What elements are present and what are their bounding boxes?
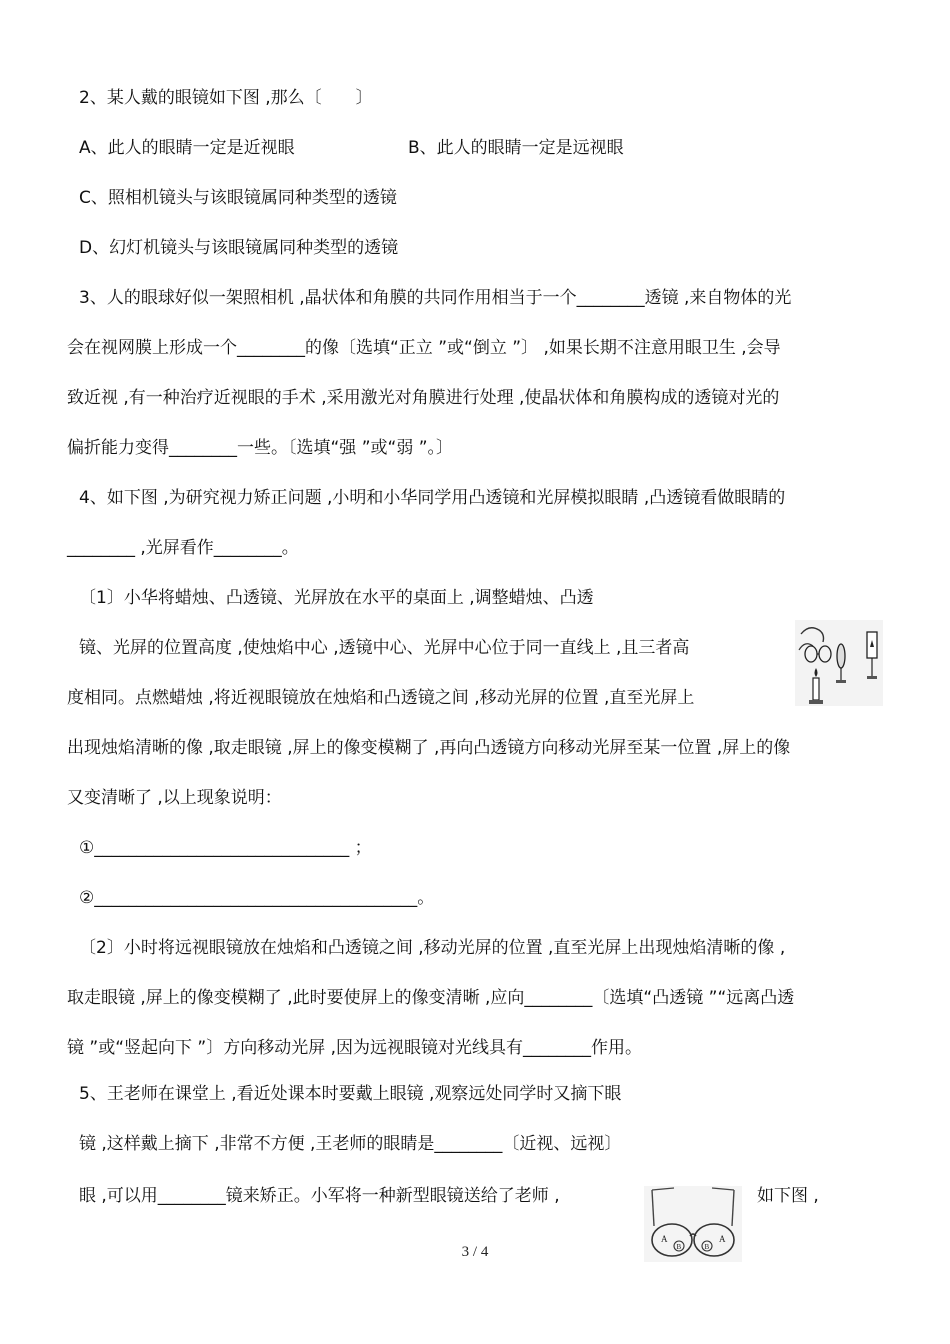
page-number: 3 / 4 <box>461 1244 489 1260</box>
q2-option-c: C、照相机镜头与该眼镜属同种类型的透镜 <box>79 188 397 208</box>
candle-lens-screen-illustration <box>795 620 883 706</box>
q4-part1-line4: 出现烛焰清晰的像 ,取走眼镜 ,屏上的像变模糊了 ,再向凸透镜方向移动光屏至某一位置 ,屏上的像 <box>67 738 791 758</box>
q3-line1: 3、人的眼球好似一架照相机 ,晶状体和角膜的共同作用相当于一个________透镜 ,来自物体的光 <box>79 288 792 308</box>
glasses-label-a-right: A <box>719 1234 726 1244</box>
q4-part2-line3: 镜 ”或“竖起向下 ”〕方向移动光屏 ,因为远视眼镜对光线具有________作用。 <box>67 1038 643 1058</box>
q4-part2-line1: 〔2〕小时将远视眼镜放在烛焰和凸透镜之间 ,移动光屏的位置 ,直至光屏上出现烛焰清晰的像 , <box>79 938 786 958</box>
q4-part1-line5: 又变清晰了 ,以上现象说明： <box>67 788 282 808</box>
glasses-label-b-left: B <box>676 1243 682 1251</box>
q4-blank-2: ②______________________________________。 <box>79 888 435 908</box>
q3-line3: 致近视 ,有一种治疗近视眼的手术 ,采用激光对角膜进行处理 ,使晶状体和角膜构成的透镜对光的 <box>67 388 780 408</box>
q2-option-a: A、此人的眼睛一定是近视眼 <box>79 138 295 158</box>
experiment-figure <box>795 620 883 706</box>
q5-line3: 眼 ,可以用________镜来矫正。小军将一种新型眼镜送给了老师 , <box>79 1186 560 1206</box>
q4-line1: 4、如下图 ,为研究视力矫正问题 ,小明和小华同学用凸透镜和光屏模拟眼睛 ,凸透镜看做眼睛的 <box>79 488 786 508</box>
q2-option-d: D、幻灯机镜头与该眼镜属同种类型的透镜 <box>79 238 399 258</box>
q5-line1: 5、王老师在课堂上 ,看近处课本时要戴上眼镜 ,观察远处同学时又摘下眼 <box>79 1084 622 1104</box>
glasses-label-b-right: B <box>704 1243 710 1251</box>
q4-part2-line2: 取走眼镜 ,屏上的像变模糊了 ,此时要使屏上的像变清晰 ,应向________〔选填“凸透镜 ”“远离凸透 <box>67 988 795 1008</box>
q4-line2: ________ ,光屏看作________。 <box>67 538 299 558</box>
q2-option-b: B、此人的眼睛一定是远视眼 <box>408 138 624 158</box>
q5-line3-tail: 如下图 , <box>757 1186 819 1206</box>
q4-blank-1: ①______________________________ ； <box>79 838 372 858</box>
q3-line2: 会在视网膜上形成一个________的像〔选填“正立 ”或“倒立 ”〕 ,如果长期不注意用眼卫生 ,会导 <box>67 338 781 358</box>
q4-part1-line2: 镜、光屏的位置高度 ,使烛焰中心 ,透镜中心、光屏中心位于同一直线上 ,且三者高 <box>79 638 690 658</box>
glasses-label-a-left: A <box>661 1234 668 1244</box>
q5-line2: 镜 ,这样戴上摘下 ,非常不方便 ,王老师的眼睛是________〔近视、远视〕 <box>79 1134 622 1154</box>
q2-stem: 2、某人戴的眼镜如下图 ,那么〔 〕 <box>79 88 373 108</box>
q4-part1-line1: 〔1〕小华将蜡烛、凸透镜、光屏放在水平的桌面上 ,调整蜡烛、凸透 <box>79 588 594 608</box>
q3-line4: 偏折能力变得________一些。〔选填“强 ”或“弱 ”。〕 <box>67 438 454 458</box>
q4-part1-line3: 度相同。点燃蜡烛 ,将近视眼镜放在烛焰和凸透镜之间 ,移动光屏的位置 ,直至光屏上 <box>67 688 695 708</box>
